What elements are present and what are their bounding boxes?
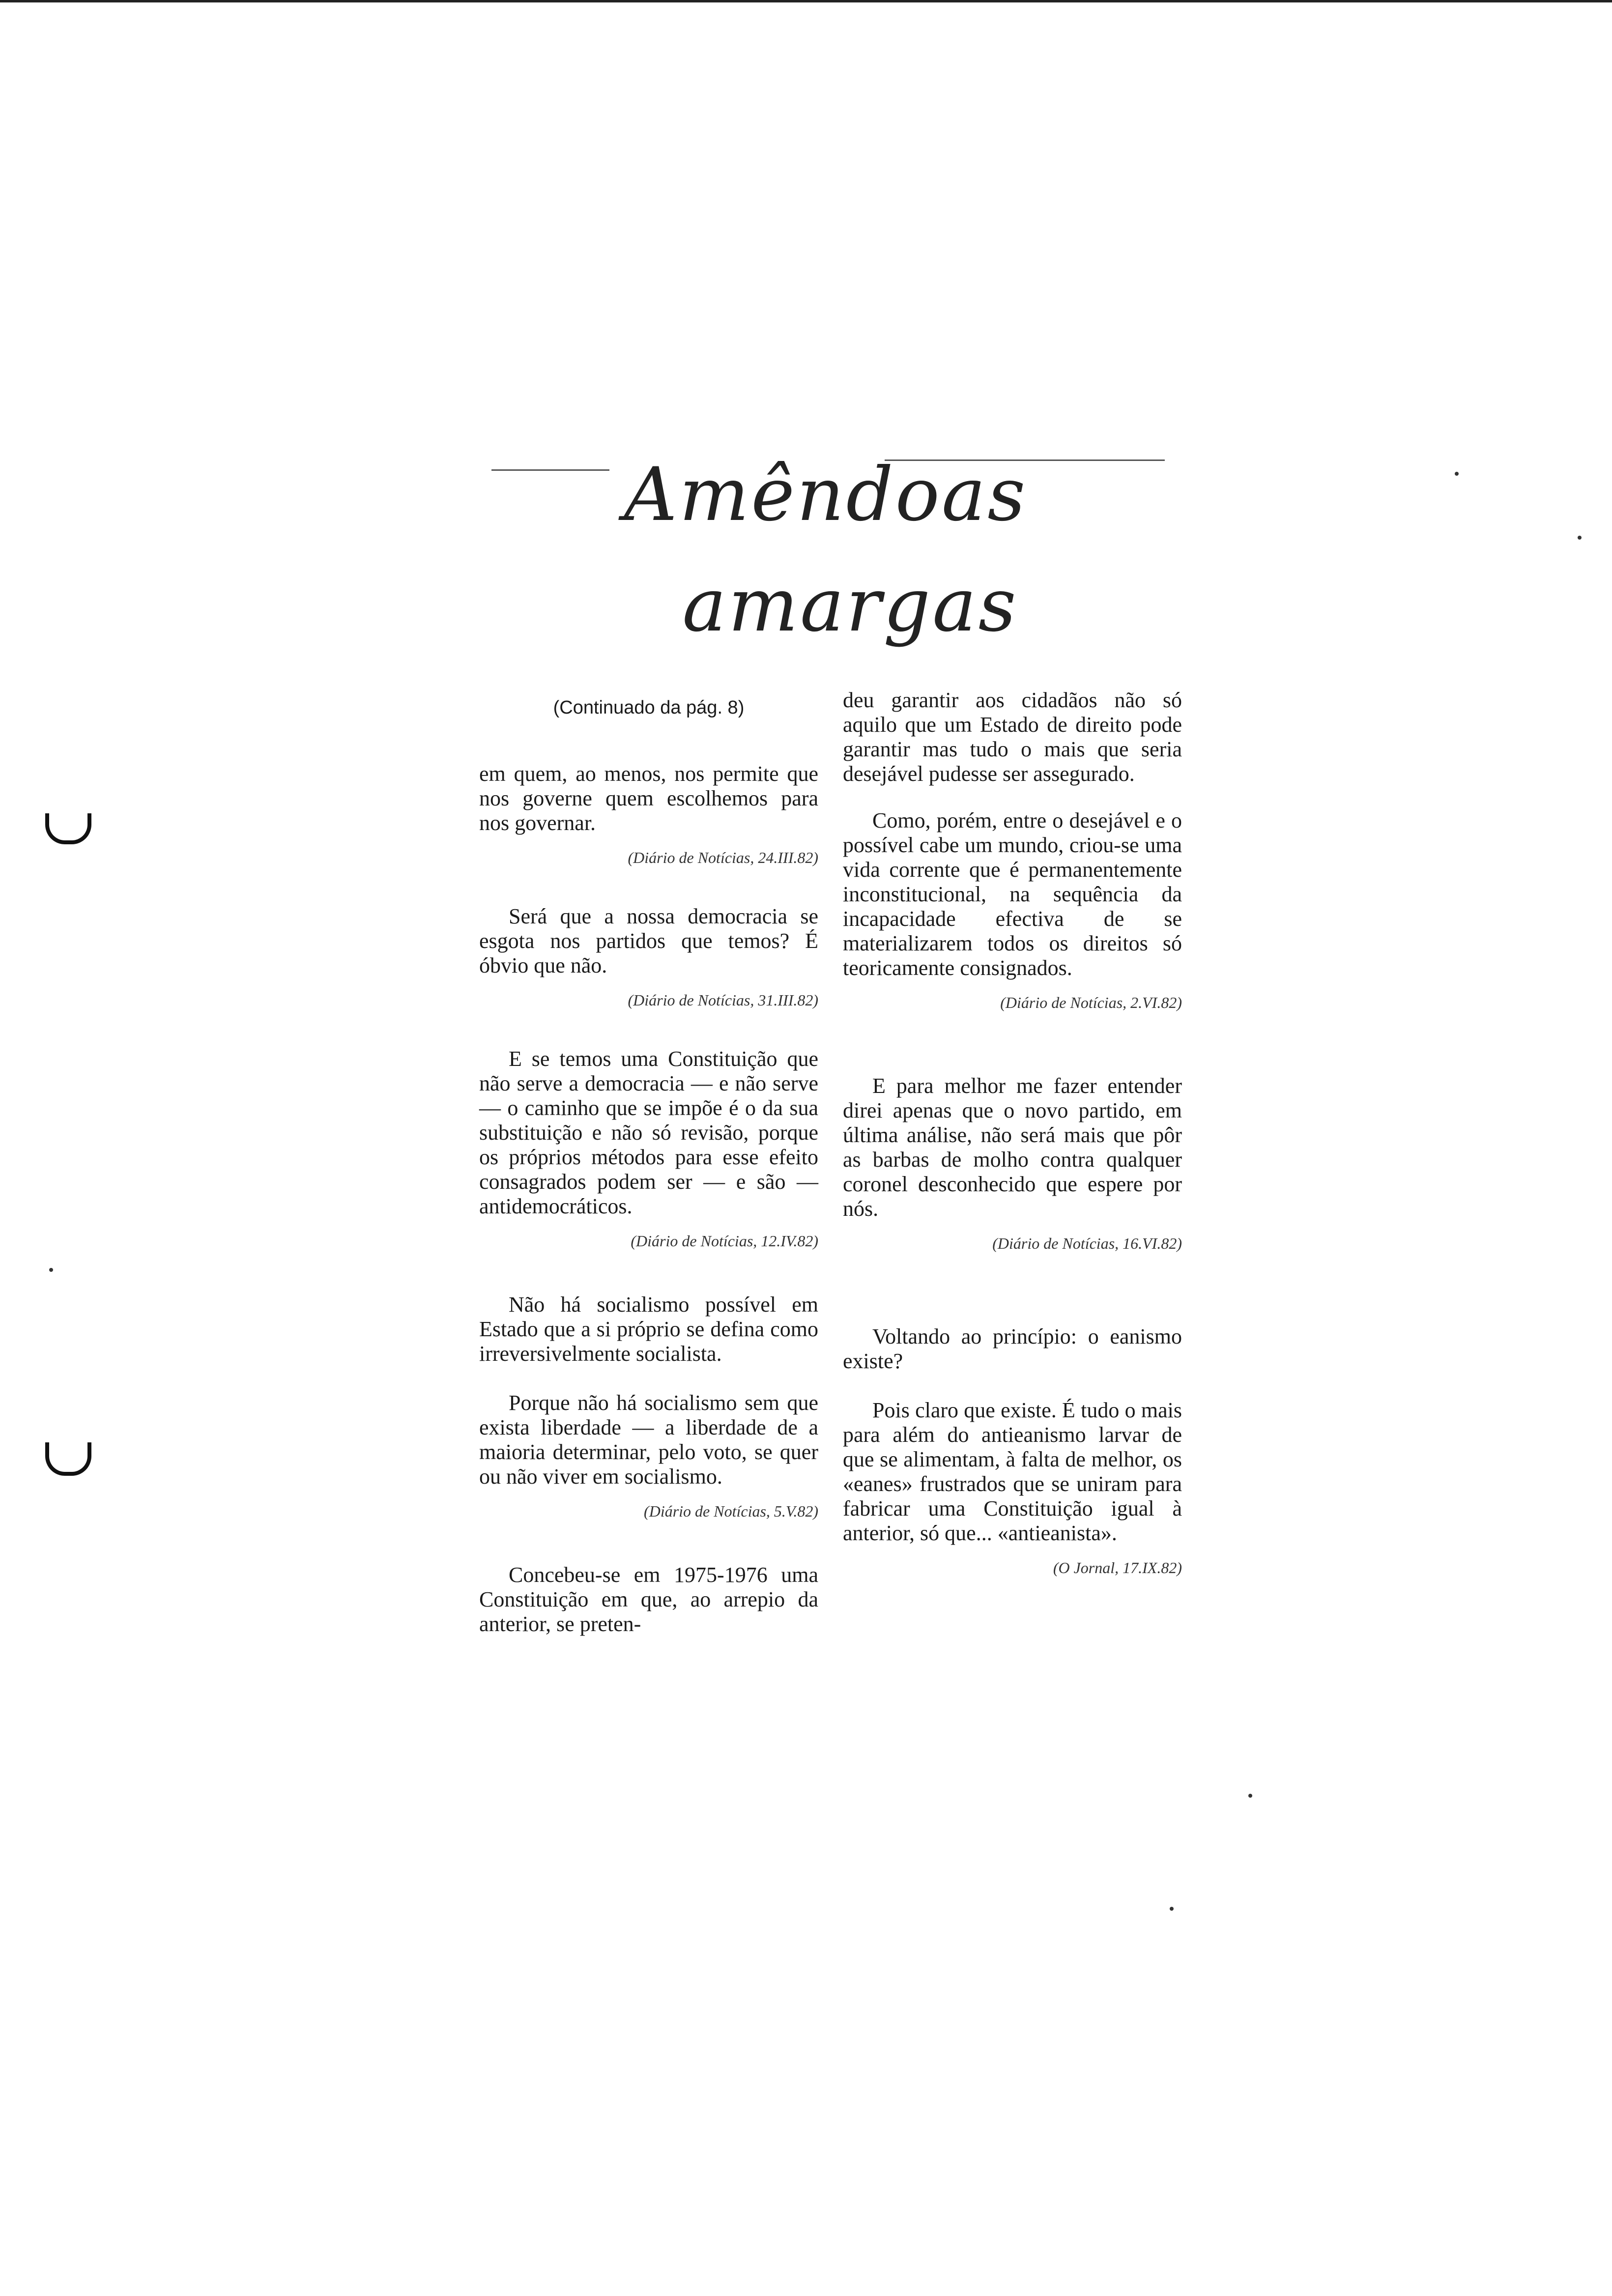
source-citation: (Diário de Notícias, 12.IV.82) xyxy=(631,1232,818,1250)
scan-dot xyxy=(49,1268,53,1272)
binder-hole-mark xyxy=(45,813,91,844)
source-citation: (Diário de Notícias, 5.V.82) xyxy=(644,1502,818,1520)
page-top-border xyxy=(0,0,1612,2)
left-column xyxy=(479,695,818,1636)
paragraph: em quem, ao menos, nos permite que nos governe quem escolhemos para nos governar. xyxy=(479,762,818,835)
paragraph: Será que a nossa democracia se esgota nos partidos que temos? É óbvio que não. xyxy=(479,904,818,977)
scan-dot xyxy=(1248,1794,1252,1798)
source-citation: (Diário de Notícias, 16.VI.82) xyxy=(992,1234,1182,1252)
paragraph: E se temos uma Constituição que não serve a democracia — e não serve — o caminho que se impõe é o da sua substituição e não só revisão, porque os próprios métodos para esse efeito consagrados podem ser — e são — antidemocráticos. xyxy=(479,1047,818,1218)
binder-hole-mark xyxy=(45,1442,91,1476)
source-citation: (Diário de Notícias, 31.III.82) xyxy=(628,991,818,1009)
source-citation: (Diário de Notícias, 2.VI.82) xyxy=(1000,994,1182,1011)
paragraph: Como, porém, entre o desejável e o possível cabe um mundo, criou-se uma vida corrente que é permanentemente inconstitucional, na sequência da incapacidade efectiva de se materializarem todos os direitos só teoricamente consignados. xyxy=(843,808,1182,980)
headline-line-2: amargas xyxy=(682,563,1018,648)
paragraph: Não há socialismo possível em Estado que a si próprio se defina como irreversivelmente socialista. xyxy=(479,1292,818,1366)
headline-line-1: Amêndoas xyxy=(624,452,1028,538)
paragraph: E para melhor me fazer entender direi apenas que o novo partido, em última análise, não será mais que pôr as barbas de molho contra qualquer coronel desconhecido que espere por nós. xyxy=(843,1074,1182,1221)
scan-dot xyxy=(1170,1907,1174,1911)
paragraph: Voltando ao princípio: o eanismo existe? xyxy=(843,1324,1182,1373)
paragraph: Porque não há socialismo sem que exista liberdade — a liberdade de a maioria determinar, pelo voto, se quer ou não viver em socialismo. xyxy=(479,1391,818,1489)
paragraph: Pois claro que existe. É tudo o mais para além do antieanismo larvar de que se alimentam, à falta de melhor, os «eanes» frustrados que se uniram para fabricar uma Constituição igual à anterior, só que... «antieanista». xyxy=(843,1398,1182,1545)
right-column xyxy=(843,688,1182,1580)
paragraph: Concebeu-se em 1975-1976 uma Constituição em que, ao arrepio da anterior, se preten- xyxy=(479,1563,818,1636)
paragraph: deu garantir aos cidadãos não só aquilo que um Estado de direito pode garantir mas tudo o mais que seria desejável pudesse ser assegurado. xyxy=(843,688,1182,786)
source-citation: (O Jornal, 17.IX.82) xyxy=(1053,1559,1182,1577)
continued-note: (Continuado da pág. 8) xyxy=(553,697,745,718)
source-citation: (Diário de Notícias, 24.III.82) xyxy=(628,849,818,866)
